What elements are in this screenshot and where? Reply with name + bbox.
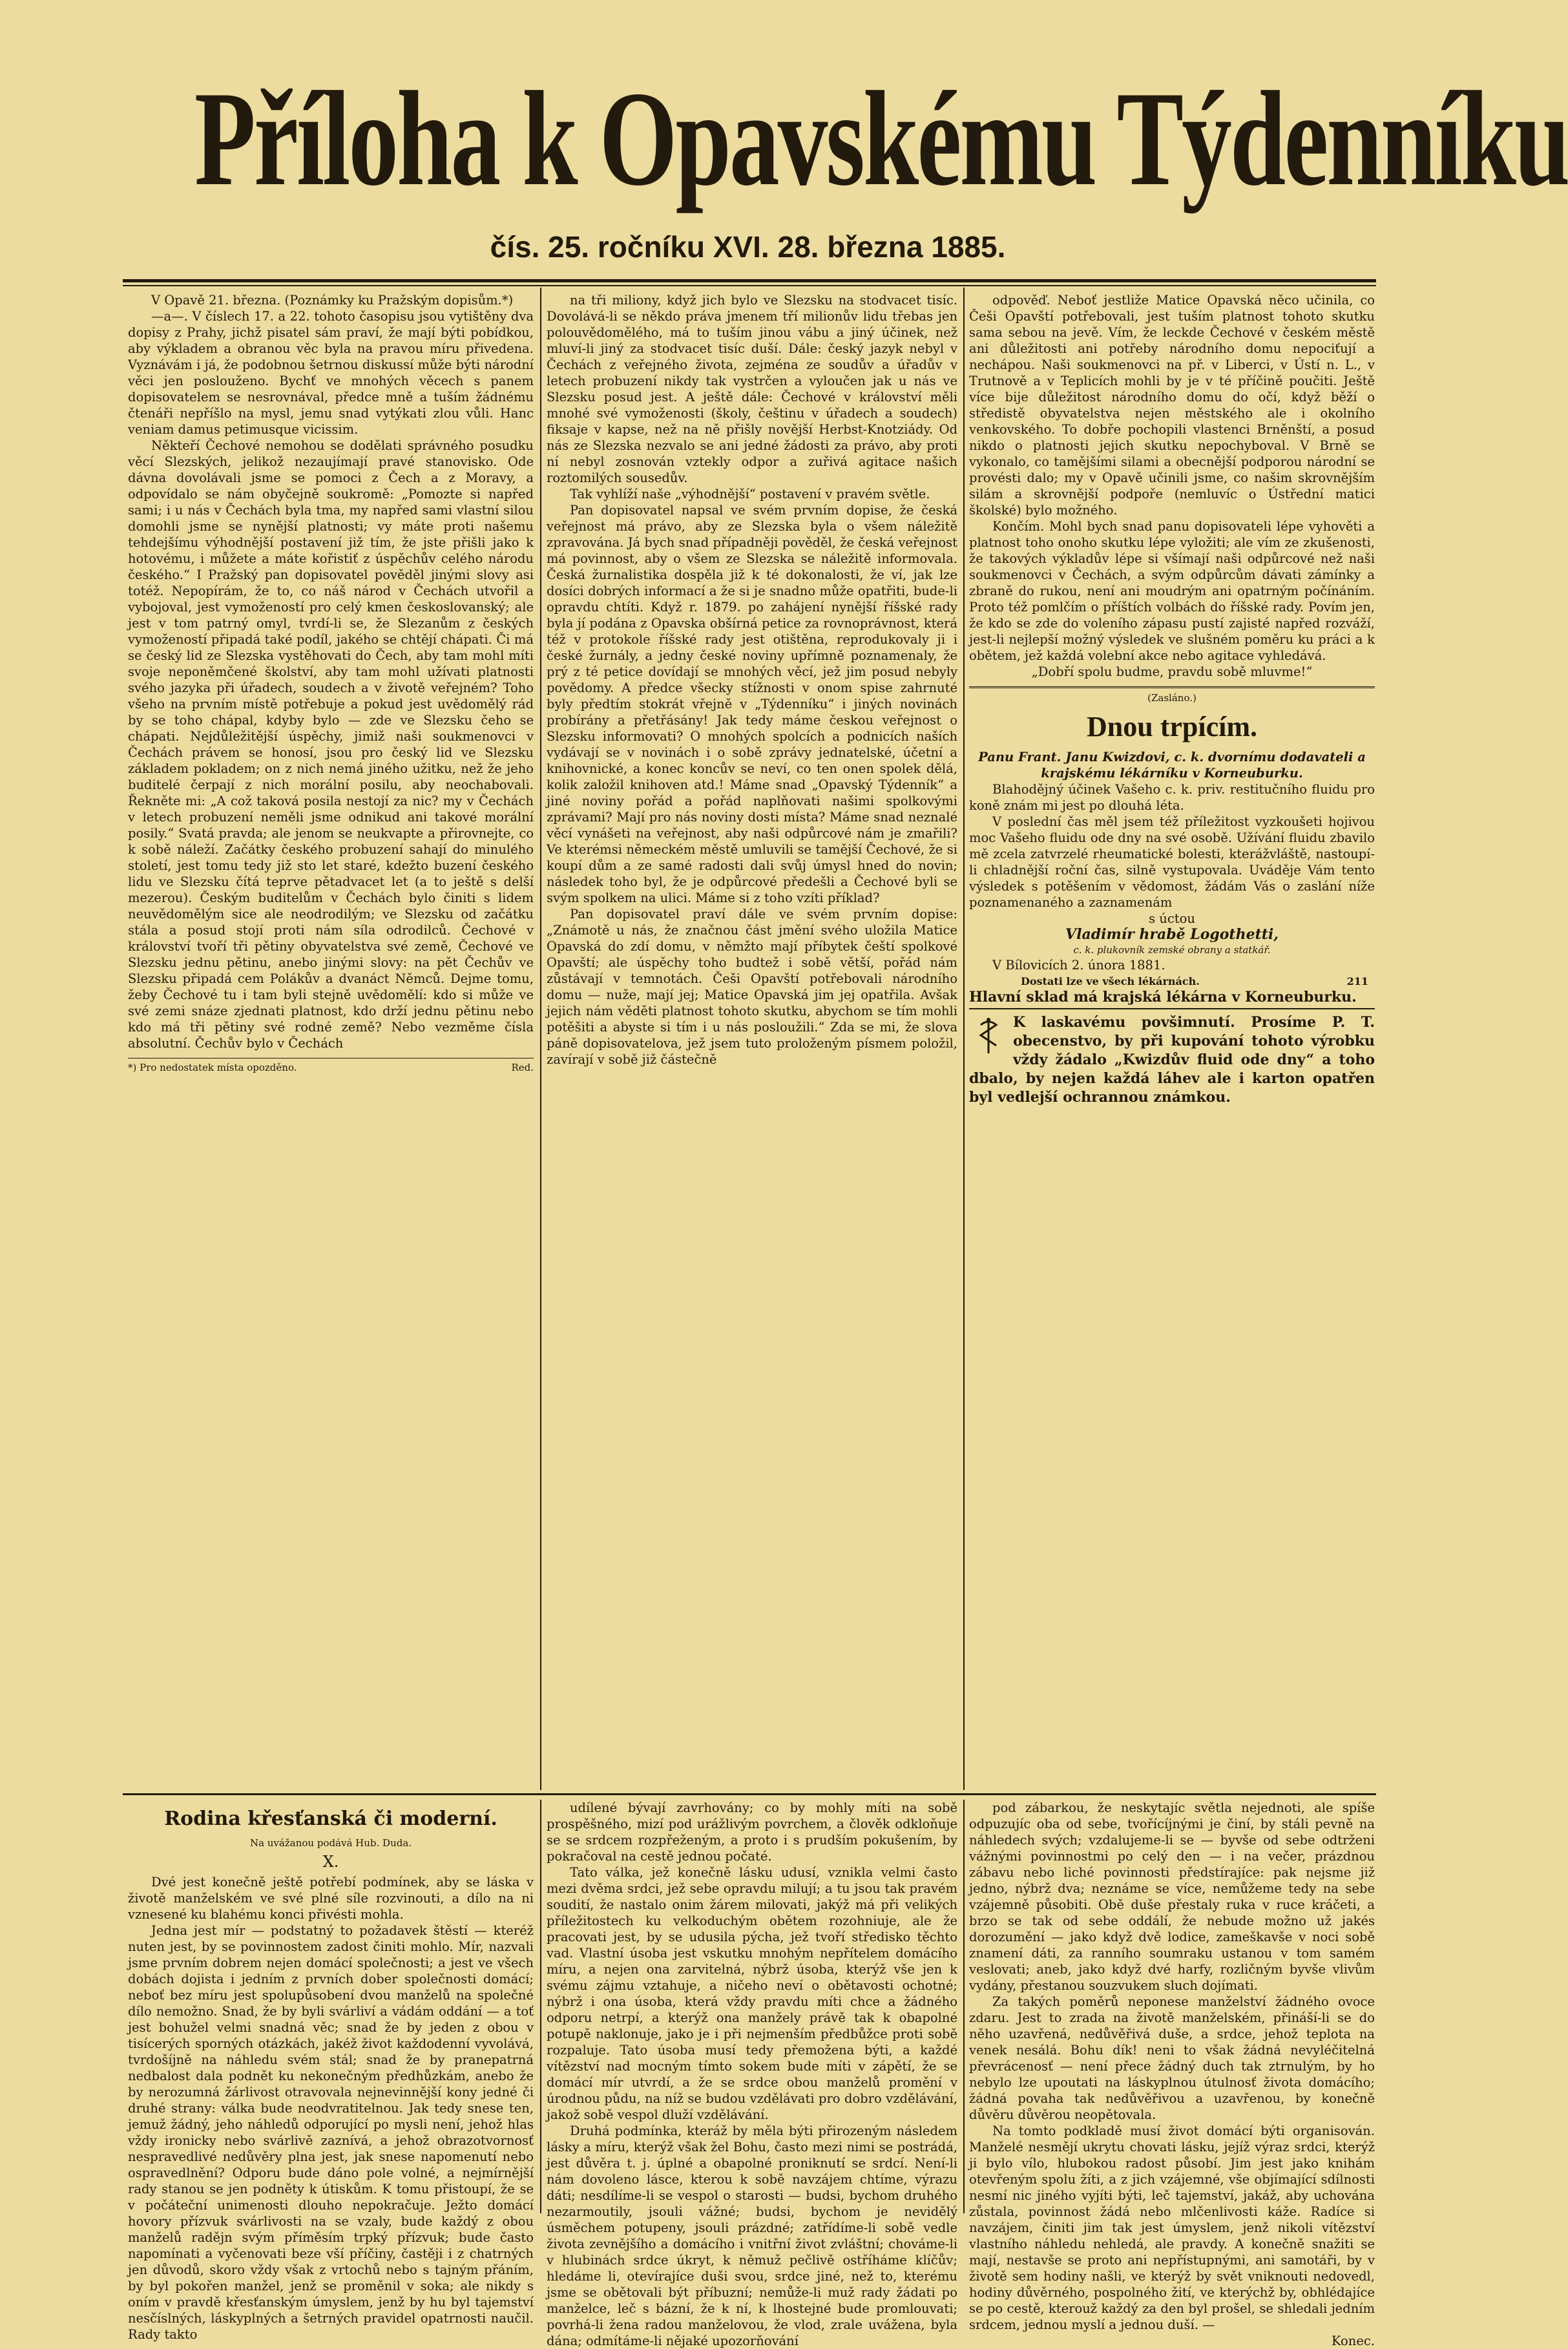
paragraph: Končím. Mohl bych snad panu dopisovateli lépe vyhověti a platnost toho onoho skutku lépe vyložiti; ale vím ze zkušenosti, že takových výkladův lépe si všímají naši odpůrcové než naši soukmenovci v Čechách, a svým odpůrcům dávati zámínky a zbraně do rukou, není ani moudrým ani opatrným počínáním. Proto též pomlčím o příštích volbách do říšské rady. Povím jen, že kdo se zde do voleního zápasu pustí zajisté napřed rozváží, jest-li nejlepší možný výsledek ve slušném poměru ku práci a k obětem, jež každá volební akce nebo agitace vyhledává. <box>969 519 1375 663</box>
ad-number: 211 <box>1346 975 1368 987</box>
article-lower-column-3 <box>969 1800 1375 2348</box>
section-number: X. <box>322 1853 339 1871</box>
notice-block <box>969 1013 1375 1107</box>
rule-top-2 <box>123 285 1376 286</box>
footnote-text: *) Pro nedostatek místa opozděno. <box>128 1062 297 1073</box>
advert-dedication: Panu Frant. Janu Kwizdovi, c. k. dvornímu dodavateli a krajskému lékárníku v Korneuburku. <box>978 750 1366 781</box>
signature: Vladimír hrabě Logothetti, <box>1065 926 1279 943</box>
availability-row <box>969 973 1375 989</box>
rule-top-1 <box>123 279 1376 282</box>
col-divider-2 <box>963 288 965 1790</box>
paragraph: pod zábarkou, že neskytajíc světla nejednoti, ale spíše odpuzujíc oba od sebe, tvořícíjnými je činí, by stáli pevně na náhledech svých; vzdalujeme-li se — byvše od sebe odtrženi vážnými povinnostmi po celý den — i na večer, prázdnou zábavu nebo liché povinnosti předstírajíce: pak nejsme již jedno, nýbrž dva; neznáme se více, nemůžeme tedy na sebe vzájemně působiti. Obě duše přestaly ruka v ruce kráčeti, a brzo se tak od sebe oddálí, že nebude možno už jakés dorozumění — jako když dvě lodice, zameškavše v noci sobě znamení dáti, za ranního soumraku ustanou v tom samém veslovati; aneb, jako když dvé harfy, rozličným byvše vlivům vydány, přestanou souzvukem sluch dojímati. <box>969 1800 1375 1993</box>
paragraph: udílené bývají zavrhovány; co by mohly míti na sobě prospěšného, mizí pod urážlivým povrchem, a člověk odkloňuje se se srdcem rozpřeženým, a proto i s prudším pokušením, by pokračoval na cestě jednou počaté. <box>547 1800 957 1864</box>
notice-text: K laskavému povšimnutí. Prosíme P. T. obecenstvo, by při kupování tohoto výrobku vždy žádalo „Kwizdův fluid ode dny“ a toho dbalo, by nejen každá láhev ale i karton opatřen byl vedlejší ochrannou známkou. <box>969 1014 1375 1106</box>
paragraph: Pan dopisovatel napsal ve svém prvním dopise, že česká veřejnost má právo, aby ze Slezska byla o všem náležitě zpravována. Já bych snad případněji pověděl, že česká veřejnost má povinnost, aby o všem ze Slezska se náležitě informovala. Česká žurnalistika dospěla již k té dokonalosti, že ví, jak lze dosíci dobrých informací a že si je snadno může opatřiti, bude-li opravdu chtíti. Když r. 1879. po zahájení nynější říšské rady byla jí podána z Opavska obšírná petice za rovnoprávnost, která též v protokole říšské rady jest otištěna, reprodukovaly ji i české žurnály, a jedny české noviny upřímně poznamenaly, že prý z té petice dovídají se mnohých věcí, jež jim posud nebyly povědomy. A předce všecky stížnosti v onom spise zahrnuté byly předtím stokrát vřejně v „Týdenníku“ i jiných novinách probírány a přetřásány! Jak tedy máme českou veřejnost o Slezsku informovati? O mnohých spolcích a podnicích naších vydávají se v novinách i o sobě zprávy jednatelské, účetní a knihovnické, a konec koncův se neví, co ten onen spolek dělá, kolik založil knihoven atd.! Máme snad „Opavský Týdenník“ a jiné noviny pořád a pořád naplňovati našimi spolkovými zprávami? Mají pro nás noviny dosti místa? Máme snad neznalé věcí vynášeti na veřejnost, aby naši odpůrcové nám je zmařili? Ve kterémsi německém městě umluvili se tamější Čechové, že si koupí dům a ze samé radosti dali svůj úmysl hned do novin; následek toho byl, že je odpůrcové předešli a Čechové byli se svým spolkem na ulici. Máme si z toho vzíti příklad? <box>547 503 957 905</box>
article-byline: Na uvážanou podává Hub. Duda. <box>249 1837 412 1849</box>
article-lower-column-2 <box>547 1800 957 2348</box>
col-divider-1 <box>540 288 541 1790</box>
article-column-2 <box>547 292 957 1786</box>
paragraph: Tato válka, jež konečně lásku udusí, vznikla velmi často mezi dvěma srdci, jež sebe opravdu milují; a tu jsou tak pravém soudití, že nastalo onim žárem milovati, jakýž má při velikých příležitostech ku velkoduchým obětem rozohniuje, ale že pracovati jest, by se udusila pýcha, jež tvoří středisko těchto vad. Vlastní úsoba jest vskutku mnohým nepřítelem domácího míru, a nejen ona zarvitelná, nýbrž úsoba, kterýž vše jen k svému zájmu vztahuje, a ničeho neví o obětavosti ochotné; nýbrž i ona úsoba, která vždy pravdu míti chce a žádného odporu netrpí, a kterýž ona manžely právě tak k obapolné potupě naklonuje, jako je i při nejmenším předbůžce proti sobě rozpaluje. Tato úsoba musí tedy přemožena býti, a každé vítězství nad mocným tímto sokem bude míti v zápětí, že se domácí mír utvrdí, a že se srdce obou manželů promění v úrodnou půdu, na níž se budou vzdělávati pro dobro vzdělávání, jakož sobě vespol dluží vzdělávání. <box>547 1865 957 2122</box>
zaslano-label: (Zasláno.) <box>1147 692 1197 704</box>
paragraph: V poslední čas měl jsem též příležitost vyzkoušeti hojivou moc Vašeho fluidu ode dny na své osobě. Užívání fluidu zbavilo mě zcela zatvrzelé rheumatické bolesti, kterážvláště, nastoupí-li chladnější roční čas, silně vystupovala. Uváděje Vám tento výsledek s potěšením v vědomost, žádám Vás o zaslání níže poznamenaného a zaznamenám <box>969 814 1375 910</box>
issue-line: čís. 25. ročníku XVI. 28. března 1885. <box>490 230 1006 264</box>
paragraph: odpověď. Neboť jestliže Matice Opavská něco učinila, co Češi Opavští potřebovali, jest tuším platnost tohoto skutku sama sebou na jevě. Vím, že leckde Čechové v českém městě ani důležitosti ani potřeby národního domu nepociťují a nechápou. Naši soukmenovci na př. v Liberci, v Ústí n. L., v Trutnově a v Teplicích mohli by je v té příčině poučiti. Ještě více bije důležitost národního domu do očí, když běží o středistě obyvatelstva nejen městského ale i okolního venkovského. To dobře pochopili vlastenci Brněnští, a posud nikdo o platnosti jejich skutku nepochyboval. V Brně se vykonalo, co tamějšími silami a obecnější podporou národní se provésti dalo; my v Opavě učinili jsme, co našim skrovnějším silám a skrovnější podpoře (nemluvíc o Ústřední matici školské) bylo možného. <box>969 293 1375 518</box>
paragraph: na tři miliony, když jich bylo ve Slezsku na stodvacet tisíc. Dovolává-li se někdo práva jmenem tří milionův lidu třebas jen polouvědomělého, má to tuším jinou vábu a jiný účinek, než mluví-li jiný za stodvacet tisíc duší. Dále: český jazyk nebyl v Čechách z veřejného života, zejména ze soudův a úřadův v letech probuzení nikdy tak vystrčen a vyloučen jak u nás ve Slezsku posud jest. A ještě dále: Čechové v království měli mnohé své vymoženosti (školy, češtinu v úřadech a soudech) fiksaje v kapse, než na ně přišly novější Herbst-Knotziády. Od nás ze Slezska nezvalo se ani jedné žádosti za právo, aby proti ní nebyl zosnován vztekly odpor a zuřivá agitace našich roztomilých sousedův. <box>547 293 957 485</box>
rule-advert <box>969 686 1375 688</box>
paragraph: Druhá podmínka, kteráž by měla býti přirozeným následem lásky a míru, kterýž však žel Bohu, často mezi nimi se postrádá, jest důvěra t. j. úplné a obapolné proniknutí se srdcí. Není-li nám dovoleno lásce, kterou k sobě navzájem chtíme, výrazu dáti; nesdílíme-li se vespol o starosti — budsi, bychom druhého nezarmoutily, jsouli vážné; budsi, bychom je nevidělý úsměchem potupeny, jsouli prázdné; zatřídíme-li sobě vedle života zevnějšího a domácího i vnitřní život zvláštní; chováme-li v hlubinách srdce úkryt, k němuž pečlivě ostříháme klíčův; hledáme li, otevírajíce duši svou, srdce jiné, než to, kterému jsme se obětovali být příbuzní; nemůže-li muž rady žádati po manželce, leč s bázní, že k ní, k lhostejné bude promlouvati; povrhá-li žena radou manželovou, že vlod, zrale uvážena, byla dána; odmítáme-li nějaké upozorňování <box>547 2123 957 2348</box>
paragraph: Někteří Čechové nemohou se dodělati správného posudku věcí Slezských, jelikož nezaujímají pravé stanovisko. Ode dávna dovolávali jsme se pomoci z Čech a z Moravy, a odpovídalo se nám obyčejně soukromě: „Pomozte si napřed sami; i u nás v Čechách byla tma, my napřed sami vlastní silou domohli jsme se nynější platnosti; vy máte proti našemu tehdejšímu výhodnější postavení již tím, že jste přišli jako k hotovému, i můžete a máte kořistiť z úspěchův celého národu českého.“ I Pražský pan dopisovatel pověděl jinými slovy asi totéž. Nepopírám, že to, co náš národ v Čechách utvořil a vybojoval, jest vymožeností pro celý kmen českoslovanský; ale jest v tom patrný omyl, tvrdí-li se, že Slezanům z českých vymožeností připadá také podíl, jakého se chtějí chápati. Či má se český lid ze Slezska vystěhovati do Čech, aby tam mohl míti svoje neponěmčené školství, aby tam mohl užívati platnosti svého jazyka při úřadech, soudech a v životě veřejném? Toho všeho na prvním místě potřebuje a pokud jest uvědomělý rád by se toho chápal, kdyby bylo — zde ve Slezsku čeho se chápati. Nejdůležitější úspěchy, jimiž naši soukmenovci v Čechách právem se honosí, jsou pro český lid ve Slezsku základem pokladem; on z nich nemá jiného užitku, než že jeho buditelé čerpají z nich morální posilu, aby neochabovali. Řekněte mi: „A což taková posila nestojí za nic? my v Čechách v letech probuzení neměli jsme odnikud ani takové morální posily.“ Svatá pravda; ale jenom se neukvapte a přirovnejte, co k sobě náleží. Začátky českého probuzení sahají do minulého století, jest tomu tedy již sto let staré, kdežto buzení českého lidu ve Slezsku čítá teprve pětadvacet let (a to ještě s delší mezerou). Českým buditelům v Čechách bylo činiti s lidem neuvědomělým sice ale neodrodilým; ve Slezsku od začátku stála a posud stojí proti nám síla odrodilců. Čechové v království tvoří tři pětiny obyvatelstva své země, Čechové ve Slezsku jednu pětinu, anebo jinými slovy: na pět Čechův ve Slezsku připadá cem Polákův a dvanáct Němců. Dejme tomu, žeby Čechové tu i tam byli stejně uvědomělí: kdo si může ve své zemi snáze zjednati platnost, kdo drží jednu pětinu nebo kdo má tři pětiny své rodné země? Nebo vezměme čísla absolutní. Čechův bylo v Čechách <box>128 438 534 1051</box>
closing-motto: „Dobří spolu budme, pravdu sobě mluvme!“ <box>1031 664 1313 679</box>
footnote <box>128 1058 534 1074</box>
paragraph: Jedna jest mír — podstatný to požadavek štěstí — kteréž nuten jest, by se povinnostem zadost činiti mohlo. Mír, nazvali jsme prvním dobrem nejen domácí společnosti; a jest ve všech dobách dojista i jedním z prvních dober společnosti domácí; neboť bez míru jest spolupůsobení dvou manželů na společné dílo nemožno. Snad, že by byli svárliví a vádám oddání — a toť jest bohužel velmi snadná věc; snad že by jeden z obou v tisícerých sporných otázkách, jakéž život každodenní vyvolává, tvrdošíjně na náhledu svém stál; snad že by pranepatrná nedbalost dala podnět ku nekonečným předhůzkám, anebo že by nerozumná žárlivost otravovala nejnevinnější kony jedné či druhé strany: válka bude neodvratitelnou. Jak tedy snese ten, jemuž žádný, jeho náhledů odporující po mysli není, jehož hlas vždy ironicky nebo svárlivě zaznívá, a jehož obrazotvornosť nespravedlivé nedůvěry plna jest, jak snese napomenutí nebo ospravedlnění? Odporu bude dáno pole volné, a nejmírnější rady stanou se jen podněty k útiskům. K tomu přistoupí, že se v počáteční unimenosti dlouho nepokračuje. Ježto domácí hovory přízvuk svárlivosti na se vzaly, bude každý z obou manželů radějn svým příměsím trpký přízvuk; bude často napomínati a vyčenovati beze vší příčiny, častěji i z chatrných jen důvodů, skoro vždy však z vrtochů nebo s tajným přáním, by byl pokořen manžel, jenž se proměnil v soka; ale nikdy s oním v pravdě křesťanským úmyslem, jenž by hu byl tajemství nesčíslných, láskyplných a šetrných pravidel opatrnosti naučil. Rady takto <box>128 1923 534 2342</box>
main-store: Hlavní sklad má krajská lékárna v Korneuburku. <box>969 989 1375 1009</box>
availability-note: Dostati lze ve všech lékárnách. <box>1021 975 1200 987</box>
footnote-sign: Red. <box>511 1062 534 1073</box>
article-end: Konec. <box>1331 2333 1375 2348</box>
paragraph: Dvé jest konečně ještě potřebí podmínek, aby se láska v životě manželském ve své plné síle rozvinouti, a dílo na ni vznesené ku blahému konci přivésti mohla. <box>128 1875 534 1922</box>
col-divider-lower-2 <box>963 1800 965 2213</box>
article-column-3 <box>969 292 1375 1786</box>
paragraph: Tak vyhlíží naše „výhodnější“ postavení v pravém světle. <box>570 487 930 501</box>
article-lower-column-1 <box>128 1800 534 2342</box>
col-divider-lower-1 <box>540 1800 541 2213</box>
masthead-title: Příloha k Opavskému Týdenníku <box>194 64 1568 214</box>
article-column-1 <box>128 292 534 1786</box>
paragraph: Na tomto podkladě musí život domácí býti organisován. Manželé nesmějí ukrytu chovati lásku, jejíž výraz srdci, kterýž ji bylo vílo, hlubokou radost působí. Jim jest jako knihám otevřeným spolu žíti, a z jich vzájemné, vše objímající sdílnosti nesmí nic jiného vyjíti býti, leč tajemství, jakáž, aby uchována zůstala, povinnost žádá nebo mlčenlivosti káže. Radíce si navzájem, činiti jim tak jest úmyslem, jenž nikoli vítězství vlastního náhledu nehledá, ale pravdy. A konečně snažiti se mají, nestavše se proto ani nepřístupnými, ani samotáři, by v životě sem hodiny našli, ve kterýž by svět vniknouti nedovedl, hodiny důvěrného, pospolného žití, ve kterýchž by, obhlédajíce se po cestě, kterouž každý za den byl prošel, se shledali jedním srdcem, jednou myslí a jednou duší. — <box>969 2123 1375 2332</box>
article-title: Rodina křesťanská či moderní. <box>164 1807 497 1830</box>
advert-heading: Dnou trpícím. <box>1087 711 1257 743</box>
regards: s úctou <box>1149 911 1195 926</box>
rule-middle <box>123 1793 1376 1795</box>
signature-title: c. k. plukovník zemské obrany a statkář. <box>1073 944 1271 956</box>
paragraph: Blahodějný účinek Vašeho c. k. priv. restitučního fluidu pro koně znám mi jest po dlouhá léta. <box>969 782 1375 813</box>
paragraph: —a—. V číslech 17. a 22. tohoto časopisu jsou vytištěny dva dopisy z Prahy, jichž pisatel sám praví, že mají býti pobídkou, aby výkladem a obranou věc byla na pravou míru přivedena. Vyznávám i já, že podobnou šetrnou diskussí může býti národní věci jen poslouženo. Bychť ve mnohých věcech s panem dopisovatelem se nesrovnával, předce mně a tuším žádnému čtenáři nepříšlo na mysl, jemu snad vytýkati zlou vůli. Hanc veniam damus petimusque vicissim. <box>128 309 534 437</box>
paragraph: Za takých poměrů neponese manželství žádného ovoce zdaru. Jest to zrada na životě manželském, přináší-li se do něho uzavřená, nedůvěřivá duše, a srdce, jehož teplota na venek nesálá. Bohu dík! neni to však žádná nevyléčitelná převrácenosť — není přece žádný duch tak ztrnulým, by ho nebylo lze upoutati na láskyplnou útulnosť života domácího; žádná povaha tak nedůvěřivou a uzavřenou, by konečně důvěru důvěrou neopětovala. <box>969 1994 1375 2122</box>
place-date: V Bílovicích 2. února 1881. <box>992 958 1166 973</box>
caduceus-icon <box>969 1016 1008 1055</box>
article-dateline: V Opavě 21. března. (Poznámky ku Pražským dopisům.*) <box>151 293 514 308</box>
paragraph: Pan dopisovatel praví dále ve svém prvním dopise: „Známotě u nás, že značnou část jmění svého uložila Matice Opavská do zdí domu, v němžto mají příbytek čeští spolkové Opavští; ale úspěchy toho budtež i sobě větší, pořád nám zůstávají v temnotách. Češi Opavští potřebovali národního domu — nuže, mají jej; Matice Opavská jim jej opatřila. Avšak jejich nám věděti platnost tohoto skutku, abychom se tím mohli potěšiti a abyste si tím i u nás posloužili.“ Zda se mi, že slova páně dopisovatelova, jež jsem tuto proloženým písmem položil, zavírají v sobě již částečně <box>547 907 957 1067</box>
